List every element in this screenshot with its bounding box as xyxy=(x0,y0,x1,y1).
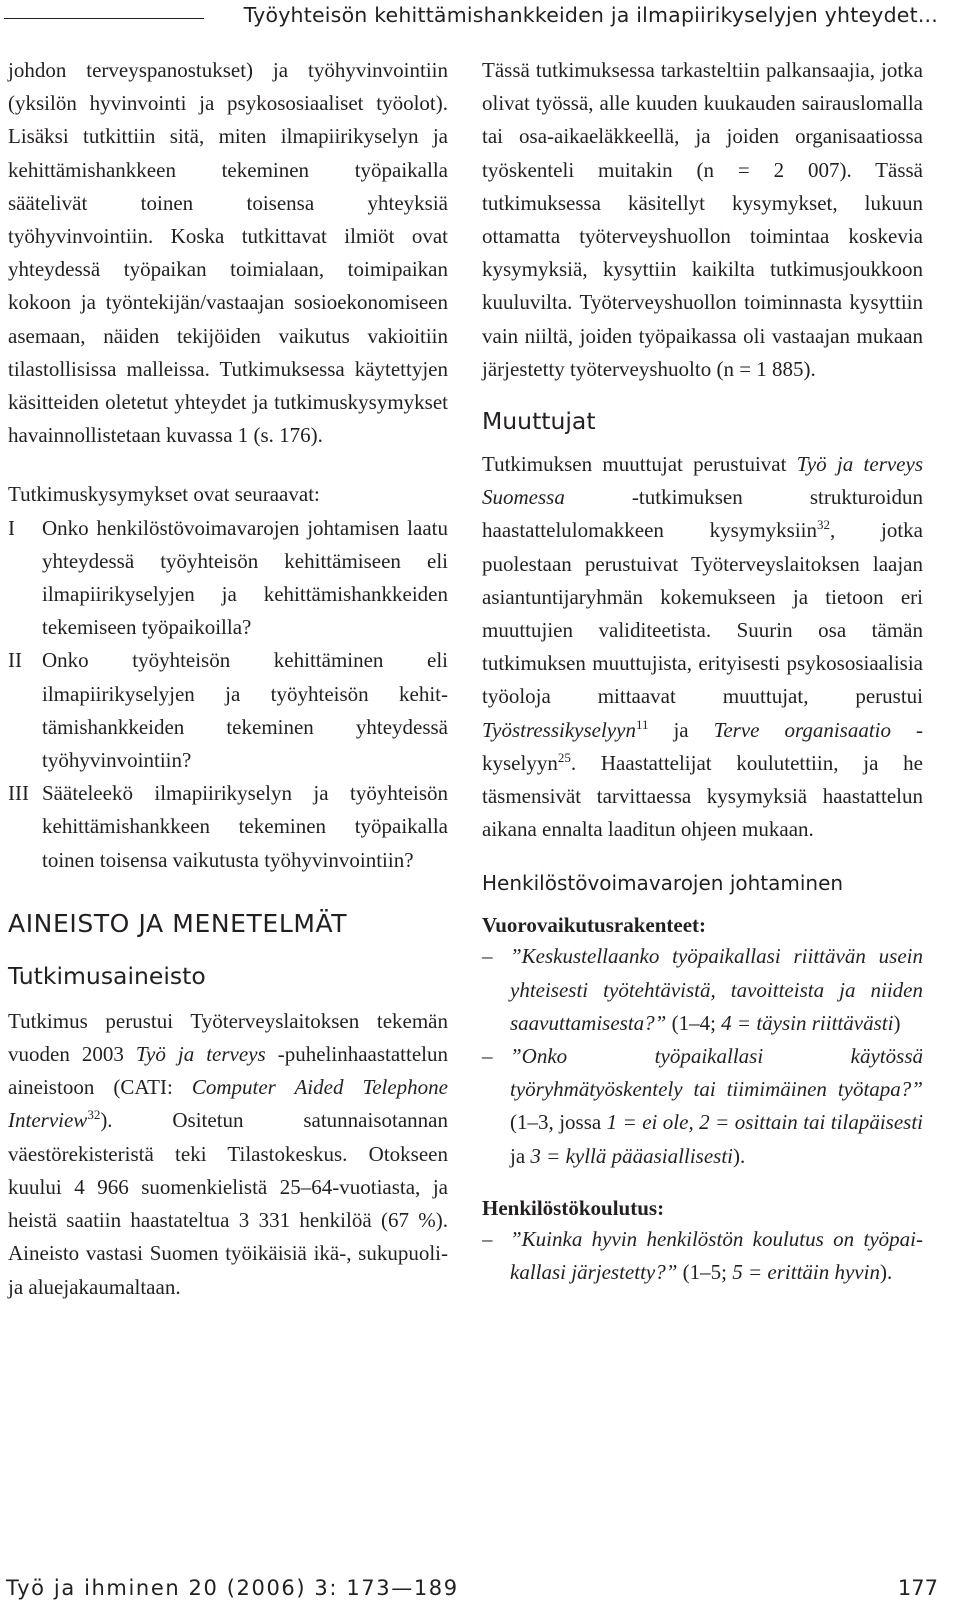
page-number: 177 xyxy=(897,1576,938,1600)
survey-item xyxy=(482,1040,923,1173)
survey-item xyxy=(482,1223,923,1289)
material-paragraph: Tutkimus perustui Työterveyslaitoksen tekemän vuoden 2003 Työ ja terveys -puhelinhaastattelun aineistoon (CATI: Computer Aided Telephone Interview$^{32}$). Ositetun satunnaisotannan väestörekisteristä teki Tilastokeskus. Otokseen kuului 4 966 suomenkielistä 25–64-vuotiasta, ja heistä saatiin haastateltua 3 331 henkilöä (67 %). Aineisto vastasi Suomen työikäisiä ikä-, sukupuolija aluejakaumaltaan. xyxy=(8,1008,448,1299)
survey-item-text: ”Kuinka hyvin henkilöstön koulutus on työpaikallasi järjestetty?” (1–5; 5 = erittäin hyvin). xyxy=(510,1226,923,1285)
subsection-heading-variables: Muuttujat xyxy=(482,407,596,436)
question-text: Onko työyhteisön kehittäminen eli ilmapiirikyselyjen ja työyhteisön kehittämishankkeiden tekeminen yhteydessä työhyvinvointiin? xyxy=(42,648,448,773)
section-heading-methods: AINEISTO JA MENETELMÄT xyxy=(8,908,348,938)
running-head-title: Työyhteisön kehittämishankkeiden ja ilmapiirikyselyjen yhteydet... xyxy=(243,3,938,27)
heading-interaction-structures: Vuorovaikutusrakenteet: xyxy=(482,913,707,938)
questions-intro: Tutkimuskysymykset ovat seuraavat: xyxy=(8,482,320,507)
research-question xyxy=(8,777,448,877)
research-question xyxy=(8,512,448,645)
right-column xyxy=(482,54,923,1289)
variables-paragraph: Tutkimuksen muuttujat perustuivat Työ ja terveys Suomessa -tutkimuksen strukturoidun haastattelulomakkeen kysymyksiin$^{32}$, jotka puolestaan perustuivat Työterveyslaitoksen laajan asiantuntijaryhmän kokemukseen ja tietoon eri muuttujien validiteetista. Suurin osa tämän tutkimuksen muuttujista, erityisesti psykososiaalisia työoloja mittaavat muuttujat, perustui Työstressikyselyyn$^{11}$ ja Terve organisaatio -kyselyyn$^{25}$. Haastattelijat koulutettiin, ja he täsmensivät tarvittaessa kysymyksiä haastattelun aikana ennalta laaditun ohjeen mukaan. xyxy=(482,452,924,842)
subsection-heading-material: Tutkimusaineisto xyxy=(8,961,206,990)
survey-item-text: ”Onko työpaikallasi käytössä työryhmätyöskentely tai tiimimäinen työtapa?” (1–3, jossa 1 = ei ole, 2 = osittain tai tilapäisesti ja 3 = kyllä pääasiallisesti). xyxy=(510,1044,923,1168)
heading-staff-training: Henkilöstökoulutus: xyxy=(482,1195,665,1220)
question-number: II xyxy=(8,648,22,673)
list-dash: – xyxy=(482,1044,493,1069)
running-head xyxy=(0,0,960,36)
sample-paragraph: Tässä tutkimuksessa tarkasteltiin palkansaajia, jotka olivat työssä, alle kuuden kuukauden sairauslomalla tai osa-aikaeläkkeellä, ja joiden organisaatiossa työskenteli muitakin (n = 2 007). Tässä tutkimuksessa käsitellyt kysymykset, lukuun ottamatta työterveyshuollon toimintaa koskevia kysymyksiä, kysyttiin kaikilta tutkimusjoukkoon kuuluvilta. Työterveyshuollon toiminnasta kysyttiin vain niiltä, joiden työpaikassa oli vastaajan mukaan järjestetty työterveyshuolto (n = 1 885). xyxy=(482,58,923,381)
survey-item xyxy=(482,940,923,1040)
subsection-heading-hr-management: Henkilöstövoimavarojen johtaminen xyxy=(482,871,844,896)
question-text: Sääteleekö ilmapiirikyselyn ja työyhteisön kehittämishankkeen tekeminen työpaikalla toinen toisensa vaikutusta työhyvinvointiin? xyxy=(42,781,448,872)
list-dash: – xyxy=(482,944,493,969)
left-column xyxy=(8,54,448,1304)
research-question xyxy=(8,644,448,777)
survey-item-text: ”Keskustellaanko työpaikallasi riittävän usein yhteisesti työtehtävistä, tavoitteista ja niiden saavuttamisesta?” (1–4; 4 = täysin riittävästi) xyxy=(510,944,923,1035)
header-rule xyxy=(4,18,204,19)
page-footer xyxy=(0,1576,960,1616)
question-text: Onko henkilöstövoimavarojen johtamisen laatu yhteydessä työyhteisön kehittämiseen eli ilmapiirikyselyjen ja kehittämishankkeiden tekemiseen työpaikoilla? xyxy=(42,515,448,640)
question-number: III xyxy=(8,781,29,806)
journal-citation: Työ ja ihminen 20 (2006) 3: 173—189 xyxy=(6,1576,459,1600)
intro-paragraph: johdon terveyspanostukset) ja työhyvinvointiin (yksilön hyvinvointi ja psykososiaaliset työolot). Lisäksi tutkittiin sitä, miten ilmapiirikyselyn ja kehittämishankkeen tekeminen työpaikalla säätelivät toinen toisensa yhteyksiä työhyvinvointiin. Koska tutkittavat ilmiöt ovat yhteydessä työpaikan toimialaan, toimipaikan kokoon ja työntekijän/vastaajan sosioekonomiseen asemaan, näiden tekijöiden vaikutus vakioitiin tilastollisissa malleissa. Tutkimuksessa käytettyjen käsitteiden oletetut yhteydet ja tutkimuskysymykset havainnollistetaan kuvassa 1 (s. 176). xyxy=(8,58,448,448)
question-number: I xyxy=(8,515,15,540)
research-questions-list xyxy=(8,512,448,877)
list-dash: – xyxy=(482,1226,493,1251)
